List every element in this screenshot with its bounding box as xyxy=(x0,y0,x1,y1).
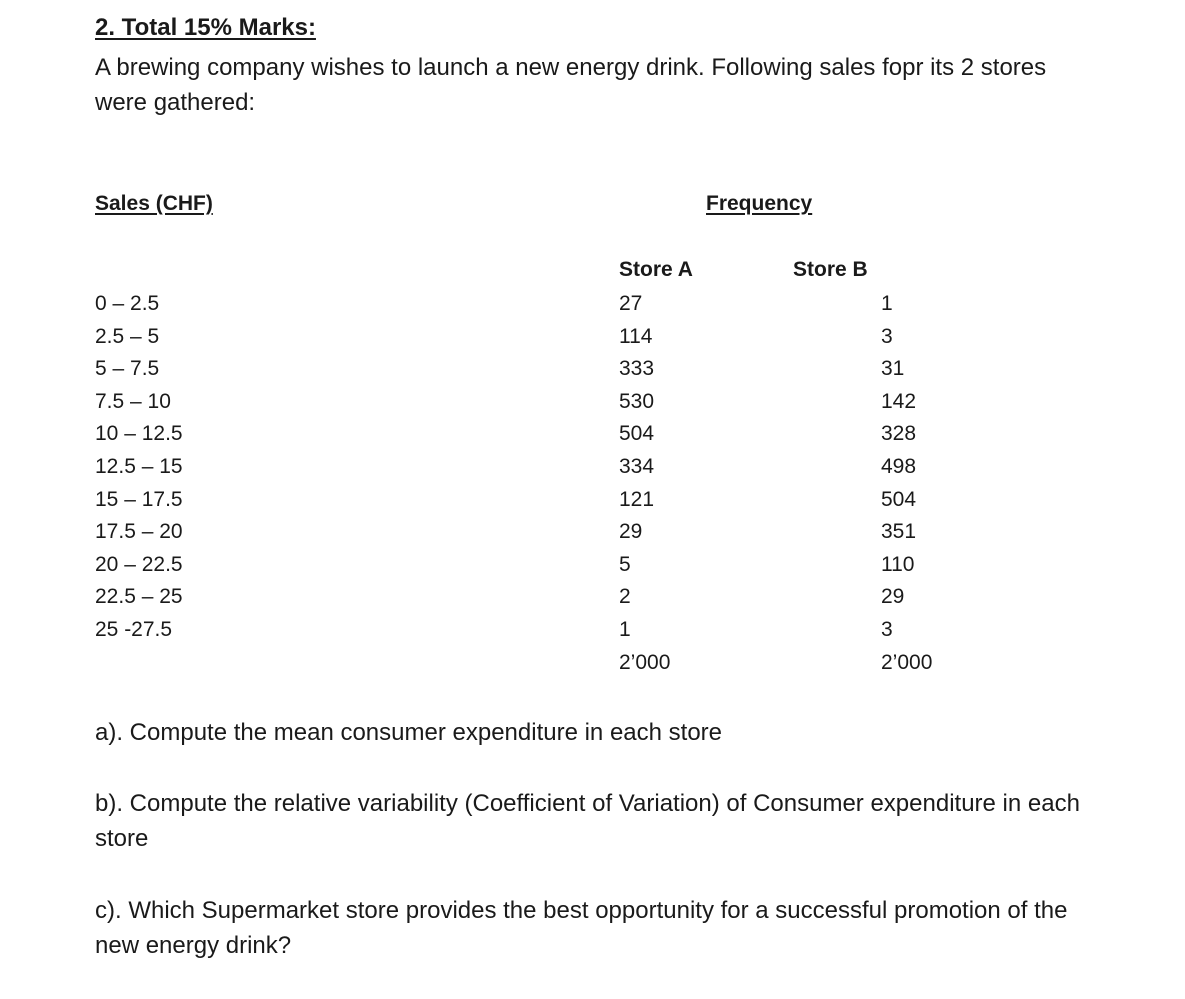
store-b-cell: 3 xyxy=(881,324,893,348)
sales-range-cell: 20 – 22.5 xyxy=(95,552,183,576)
store-b-header: Store B xyxy=(793,258,868,281)
sales-range-cell: 12.5 – 15 xyxy=(95,454,183,478)
table-row xyxy=(0,288,1185,321)
store-a-cell: 2 xyxy=(619,585,631,609)
table-row xyxy=(0,386,1185,419)
sales-range-cell: 17.5 – 20 xyxy=(95,520,183,544)
store-b-cell: 29 xyxy=(881,585,905,609)
store-a-header: Store A xyxy=(619,258,693,281)
store-b-cell: 504 xyxy=(881,487,917,511)
table-row xyxy=(0,451,1185,484)
intro-paragraph: A brewing company wishes to launch a new energy drink. Following sales fopr its 2 stores were gathered: xyxy=(95,54,1047,116)
table-row xyxy=(0,614,1185,647)
table-row xyxy=(0,353,1185,386)
table-row xyxy=(0,321,1185,354)
table-row xyxy=(0,484,1185,517)
question-b: b). Compute the relative variability (Coefficient of Variation) of Consumer expenditure in each store xyxy=(95,790,1080,852)
store-a-cell: 121 xyxy=(619,487,655,511)
sales-range-cell: 0 – 2.5 xyxy=(95,292,160,315)
store-b-cell: 31 xyxy=(881,357,905,381)
store-b-cell: 110 xyxy=(881,552,915,576)
store-b-cell: 351 xyxy=(881,520,917,544)
store-a-cell: 333 xyxy=(619,357,655,381)
store-a-total: 2’000 xyxy=(619,650,671,674)
table-row xyxy=(0,549,1185,582)
question-a: a). Compute the mean consumer expenditure in each store xyxy=(95,719,723,746)
store-b-cell: 3 xyxy=(881,617,893,641)
store-b-total: 2’000 xyxy=(881,650,933,674)
store-b-cell: 328 xyxy=(881,422,917,446)
sales-range-cell: 5 – 7.5 xyxy=(95,357,160,381)
store-a-cell: 29 xyxy=(619,520,643,544)
sales-range-cell: 22.5 – 25 xyxy=(95,585,183,609)
store-a-cell: 1 xyxy=(619,617,631,641)
sales-range-cell: 7.5 – 10 xyxy=(95,389,171,413)
store-a-cell: 5 xyxy=(619,552,631,576)
table-row xyxy=(0,516,1185,549)
store-b-cell: 498 xyxy=(881,454,917,478)
sales-range-cell: 25 -27.5 xyxy=(95,617,173,641)
frequency-column-header: Frequency xyxy=(706,192,813,215)
frequency-table xyxy=(0,288,1185,679)
store-a-cell: 27 xyxy=(619,292,643,315)
store-b-cell: 142 xyxy=(881,389,917,413)
table-row xyxy=(0,581,1185,614)
store-a-cell: 504 xyxy=(619,422,655,446)
table-row xyxy=(0,418,1185,451)
sales-column-header: Sales (CHF) xyxy=(95,192,213,215)
table-total-row xyxy=(0,647,1185,680)
store-a-cell: 530 xyxy=(619,389,655,413)
sales-range-cell: 15 – 17.5 xyxy=(95,487,183,511)
sales-range-cell: 10 – 12.5 xyxy=(95,422,183,446)
store-b-cell: 1 xyxy=(881,292,893,315)
store-a-cell: 114 xyxy=(619,324,653,348)
question-heading: 2. Total 15% Marks: xyxy=(95,14,316,41)
store-a-cell: 334 xyxy=(619,454,655,478)
question-c: c). Which Supermarket store provides the best opportunity for a successful promotion of the new energy drink? xyxy=(95,897,1068,959)
sales-range-cell: 2.5 – 5 xyxy=(95,324,160,348)
